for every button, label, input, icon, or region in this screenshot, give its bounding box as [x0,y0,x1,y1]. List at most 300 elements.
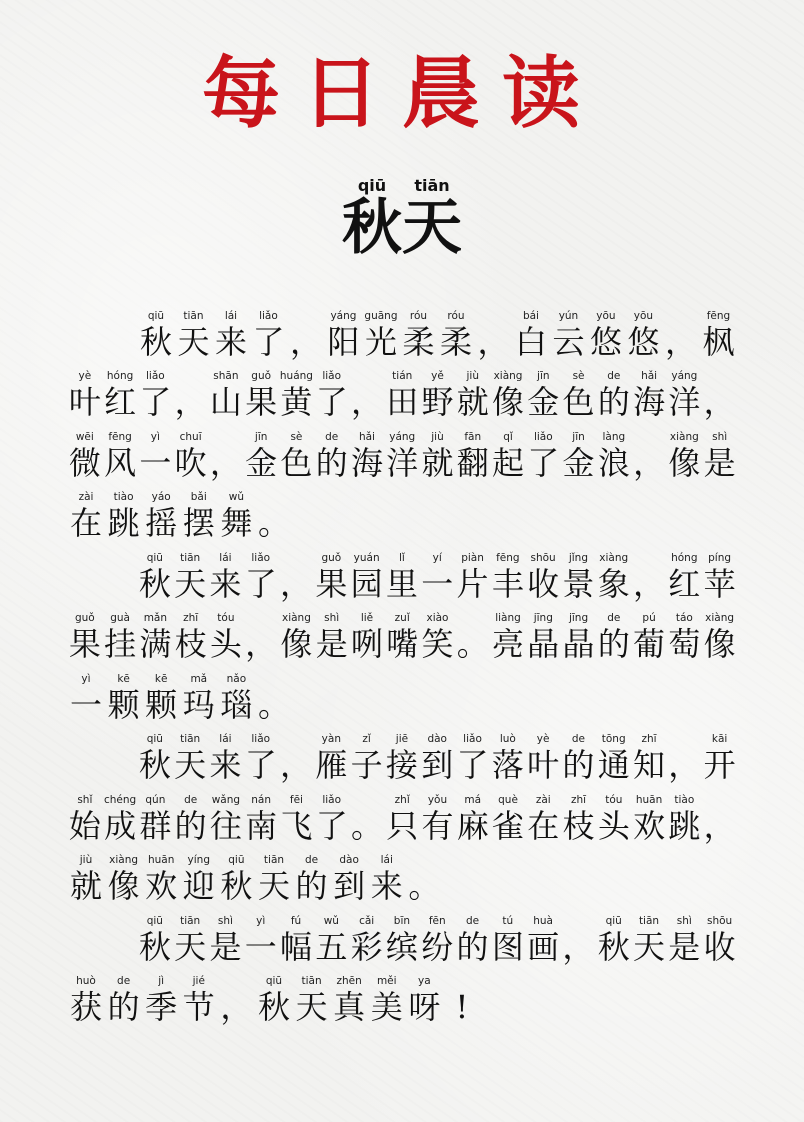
passage-line [68,966,738,1027]
hanzi-with-pinyin [68,793,102,845]
hanzi-with-pinyin [551,309,587,361]
hanzi-with-pinyin [491,611,525,663]
hanzi: 天 [177,322,210,361]
hanzi-with-pinyin [385,914,419,966]
hanzi: 麻 [456,806,489,845]
hanzi-with-pinyin [244,369,278,421]
hanzi: 枝 [562,806,595,845]
hanzi: 颗 [107,685,140,724]
hanzi-with-pinyin [667,914,701,966]
hanzi: 秋 [257,988,290,1026]
pinyin: lǐ [399,551,405,564]
pinyin: pú [642,612,656,624]
punctuation [256,672,292,724]
punctuation [350,793,384,845]
punctuation [476,309,512,361]
pinyin: yún [558,309,579,322]
hanzi-with-pinyin [626,309,662,361]
punctuation [244,611,278,663]
hanzi-with-pinyin [350,914,384,966]
hanzi: 来 [209,564,242,603]
hanzi: 。 [408,867,441,905]
pinyin: yí [432,551,442,564]
hanzi-with-pinyin [280,430,314,482]
hanzi-with-pinyin [456,369,490,421]
hanzi: 金 [245,443,278,482]
hanzi: 的 [295,867,328,905]
punctuation [218,974,254,1026]
hanzi-with-pinyin [350,430,384,482]
hanzi: 落 [491,746,524,784]
hanzi-with-pinyin [280,611,314,663]
hanzi: 果 [315,564,348,603]
hanzi: 到 [333,867,366,905]
pinyin: lái [219,733,232,745]
hanzi-with-pinyin [173,914,207,966]
hanzi-with-pinyin [385,732,419,784]
hanzi-with-pinyin [597,732,631,784]
hanzi: 洋 [668,383,701,421]
hanzi: 秋 [597,927,630,966]
hanzi-with-pinyin [363,309,399,361]
hanzi: 秋 [139,322,172,361]
pinyin: liǎo [322,793,342,806]
hanzi-with-pinyin [456,914,490,966]
hanzi-with-pinyin [562,732,596,784]
punctuation [279,551,313,603]
hanzi: 了 [244,564,277,603]
hanzi-with-pinyin [213,309,249,361]
hanzi: 了 [315,383,348,421]
hanzi-with-pinyin [350,551,384,603]
hanzi-with-pinyin [139,611,173,663]
pinyin: jīng [568,612,589,624]
hanzi-with-pinyin [491,793,525,845]
hanzi-with-pinyin [597,369,631,421]
hanzi: 头 [209,625,242,663]
passage-line [68,663,738,724]
passage-line [68,784,738,845]
pinyin: qiū [146,551,163,564]
pinyin: hǎi [358,430,375,443]
hanzi-with-pinyin [174,430,208,482]
pinyin: fēi [289,793,303,806]
hanzi: 在 [527,806,560,845]
hanzi: 柔 [439,322,472,361]
pinyin: xiào [426,612,449,624]
hanzi: 真 [333,988,366,1026]
pinyin: yě [431,370,444,382]
pinyin: qún [145,793,166,806]
pinyin: yáng [330,309,357,322]
hanzi: 了 [315,806,348,845]
hanzi: 就 [456,383,489,421]
hanzi-with-pinyin [385,430,419,482]
pinyin: luò [499,733,516,745]
pinyin: shì [676,914,692,927]
hanzi: 叶 [527,746,560,784]
hanzi: 园 [350,564,383,603]
punctuation [632,551,666,603]
punctuation [279,732,313,784]
hanzi-with-pinyin [421,611,455,663]
hanzi: 浪 [597,443,630,482]
pinyin: yè [78,370,92,382]
passage-line [68,482,738,543]
hanzi: 图 [491,927,524,966]
hanzi-with-pinyin [244,551,278,603]
hanzi: 来 [209,746,242,784]
pinyin: yuán [353,551,380,564]
hanzi: 有 [421,806,454,845]
pinyin: qiū [146,733,163,745]
pinyin: qiū [147,309,165,322]
punctuation [703,369,737,421]
hanzi: 黄 [280,383,313,421]
hanzi-with-pinyin [526,732,560,784]
hanzi: ， [245,625,278,663]
hanzi: 瑙 [220,685,253,724]
hanzi: 像 [280,625,313,663]
hanzi-with-pinyin [491,369,525,421]
pinyin: nán [251,793,272,806]
hanzi: 摆 [182,504,215,542]
hanzi: 一 [421,564,454,603]
pinyin: huān [147,854,175,866]
hanzi-with-pinyin [597,793,631,845]
hanzi: 季 [145,988,178,1026]
pinyin: bǎi [190,491,207,503]
pinyin: kē [154,672,168,685]
hanzi-with-pinyin [703,611,737,663]
pinyin: huò [76,975,96,987]
hanzi-with-pinyin [597,551,631,603]
pinyin: tiān [638,914,660,927]
hanzi: 欢 [633,806,666,845]
hanzi: 的 [174,806,207,845]
hanzi: 美 [370,988,403,1026]
pinyin: yíng [187,854,210,866]
hanzi-with-pinyin [106,974,142,1026]
hanzi-with-pinyin [406,974,442,1026]
hanzi: 山 [209,383,242,421]
hanzi-with-pinyin [420,914,454,966]
hanzi: 的 [315,443,348,482]
hanzi: ， [703,383,736,421]
hanzi-with-pinyin [326,309,362,361]
hanzi: 金 [562,443,595,482]
pinyin: bái [522,309,539,322]
pinyin: tián [392,370,413,382]
hanzi-with-pinyin [68,974,104,1026]
hanzi: 风 [104,443,137,482]
hanzi-with-pinyin [103,430,137,482]
pinyin: měi [376,975,397,987]
hanzi: 一 [244,927,277,966]
pinyin: xiàng [109,854,139,866]
pinyin: dào [427,733,447,745]
hanzi-with-pinyin [420,551,454,603]
hanzi: 一 [139,443,172,482]
hanzi: 微 [68,443,101,482]
hanzi: 像 [492,383,525,421]
passage-line [68,845,738,906]
pinyin: chéng [103,793,137,806]
pinyin: hóng [106,370,134,382]
hanzi: 接 [385,746,418,784]
pinyin: guǒ [321,551,342,564]
pinyin: liǎo [259,309,278,322]
pinyin: yì [81,672,91,685]
pinyin: jiù [466,370,479,382]
hanzi-with-pinyin [218,853,254,905]
hanzi-with-pinyin [143,490,179,542]
hanzi: 彩 [350,927,383,966]
hanzi: 片 [456,564,489,603]
hanzi-with-pinyin [491,430,525,482]
pinyin: tiān [301,975,322,987]
punctuation [406,853,442,905]
hanzi-with-pinyin [138,914,172,966]
hanzi-with-pinyin [701,309,737,361]
hanzi-with-pinyin [526,551,560,603]
hanzi: 。 [350,806,383,845]
hanzi: 玛 [182,685,215,724]
hanzi: 通 [597,746,630,784]
pinyin: liǎo [463,733,482,745]
pinyin: wēi [75,430,94,443]
hanzi-with-pinyin [385,793,419,845]
hanzi: 果 [68,625,101,663]
pinyin: de [607,612,621,624]
hanzi: 洋 [386,443,419,482]
pinyin: nǎo [226,672,247,685]
pinyin: fēng [706,309,731,322]
hanzi: 晶 [527,625,560,663]
pinyin: tiào [674,793,695,806]
hanzi: 到 [421,746,454,784]
pinyin: xiàng [599,551,629,564]
passage-line [68,542,738,603]
pinyin: de [325,430,339,443]
pinyin: mǎn [143,612,168,624]
hanzi-with-pinyin [209,793,243,845]
hanzi-with-pinyin [244,732,278,784]
hanzi-with-pinyin [632,914,666,966]
hanzi-with-pinyin [632,732,666,784]
pinyin: tóu [605,793,623,806]
pinyin: chuī [179,430,202,443]
hanzi-with-pinyin [209,914,243,966]
hanzi-with-pinyin [562,793,596,845]
hanzi-with-pinyin [703,732,737,784]
pinyin: tiān [180,733,201,745]
hanzi: ， [668,746,701,784]
hanzi-with-pinyin [174,793,208,845]
pinyin: tú [502,914,514,927]
pinyin: tiān [180,551,201,564]
pinyin: wǔ [323,914,339,927]
hanzi: 晶 [562,625,595,663]
hanzi-with-pinyin [456,551,490,603]
pinyin: bīn [393,914,411,927]
hanzi: 一 [69,685,102,724]
hanzi-with-pinyin [103,369,137,421]
hanzi: 悠 [589,322,622,361]
hanzi-with-pinyin [314,732,348,784]
hanzi: 获 [69,988,102,1026]
pinyin: jǐng [568,551,588,564]
hanzi: 。 [257,685,290,724]
hanzi: 来 [370,867,403,905]
punctuation [209,430,243,482]
hanzi: 野 [421,383,454,421]
hanzi-with-pinyin [667,551,701,603]
hanzi-with-pinyin [385,369,419,421]
hanzi: 成 [104,806,137,845]
hanzi: ， [562,927,595,966]
hanzi: 了 [244,746,277,784]
hanzi-with-pinyin [244,914,278,966]
hanzi: 苹 [703,564,736,603]
pinyin: zuǐ [394,612,410,624]
hanzi: 悠 [627,322,660,361]
pinyin: liǎo [146,370,165,382]
punctuation [632,430,666,482]
page-title: 每日晨读 [201,49,602,139]
hanzi-with-pinyin [632,369,666,421]
hanzi: ， [220,988,253,1026]
pinyin: mǎ [190,672,208,685]
hanzi-with-pinyin [350,611,384,663]
pinyin: yǒu [427,793,448,806]
pinyin: wǔ [228,491,244,503]
pinyin: huà [533,914,553,927]
hanzi: 收 [703,927,736,966]
pinyin: yōu [633,309,654,322]
hanzi: 就 [69,867,102,905]
pinyin: zài [535,793,551,806]
hanzi: 呀 [408,988,441,1026]
hanzi: 就 [421,443,454,482]
pinyin: piàn [461,551,484,564]
hanzi-with-pinyin [103,793,137,845]
pinyin: lái [219,551,232,564]
hanzi-with-pinyin [256,974,292,1026]
hanzi-with-pinyin [668,369,702,421]
pinyin: guǒ [74,612,95,624]
hanzi: 了 [456,746,489,784]
hanzi: 像 [107,867,140,905]
passage-line [68,361,738,422]
hanzi: ， [280,564,313,603]
pinyin: yáng [389,430,416,443]
hanzi: 吹 [174,443,207,482]
hanzi-with-pinyin [174,611,208,663]
hanzi-with-pinyin [143,974,179,1026]
pinyin: lái [224,309,238,322]
hanzi-with-pinyin [421,369,455,421]
pinyin: xiàng [281,612,311,624]
hanzi-with-pinyin [209,611,243,663]
pinyin: tōng [601,733,626,745]
hanzi-with-pinyin [315,430,349,482]
hanzi: 。 [257,504,290,542]
hanzi: ， [664,322,697,361]
pinyin: róu [447,309,465,322]
hanzi-with-pinyin [385,551,419,603]
pinyin: liǎo [251,733,271,745]
punctuation [288,309,324,361]
hanzi: 金 [527,383,560,421]
pinyin: yàn [321,733,341,745]
pinyin: xiàng [493,370,523,382]
pinyin: de [465,914,480,927]
pinyin: liàng [495,612,521,624]
hanzi: 景 [562,564,595,603]
hanzi: 幅 [280,927,313,966]
hanzi-with-pinyin [68,369,102,421]
pinyin: de [184,793,198,806]
pinyin: yáng [671,370,698,382]
hanzi-with-pinyin [173,732,207,784]
hanzi-with-pinyin [103,611,137,663]
hanzi-with-pinyin [280,369,314,421]
hanzi: 白 [514,322,547,361]
hanzi: ， [633,564,666,603]
hanzi-with-pinyin [181,853,217,905]
hanzi-with-pinyin [456,732,490,784]
hanzi-with-pinyin [401,309,437,361]
hanzi-with-pinyin [314,914,348,966]
poem-title-char-2: 天tiān [402,176,462,263]
hanzi-with-pinyin [562,611,596,663]
hanzi: 挂 [104,625,137,663]
hanzi-with-pinyin [181,490,217,542]
pinyin: sè [290,430,303,443]
pinyin: tiān [263,854,285,866]
hanzi: 海 [633,383,666,421]
pinyin: zhī [571,793,587,806]
hanzi: 纷 [421,927,454,966]
pinyin: tiào [113,491,134,503]
punctuation [663,309,699,361]
hanzi: 了 [139,383,172,421]
hanzi: 子 [350,746,383,784]
hanzi-with-pinyin [106,672,142,724]
punctuation [350,369,384,421]
hanzi-with-pinyin [421,430,455,482]
hanzi: 枝 [174,625,207,663]
hanzi: 阳 [327,322,360,361]
hanzi: 像 [703,625,736,663]
hanzi: 里 [385,564,418,603]
hanzi-with-pinyin [597,914,631,966]
poem-title-char-1: 秋qiū [342,176,402,263]
punctuation [703,793,737,845]
passage-line [68,300,738,361]
hanzi: 像 [668,443,701,482]
pinyin: fān [464,430,482,443]
passage-line [68,603,738,664]
hanzi-with-pinyin [420,732,454,784]
pinyin: zhǐ [394,793,410,806]
hanzi: 枫 [702,322,735,361]
punctuation [456,611,490,663]
pinyin: zǐ [362,733,371,745]
hanzi: 五 [315,927,348,966]
hanzi-with-pinyin [562,551,596,603]
